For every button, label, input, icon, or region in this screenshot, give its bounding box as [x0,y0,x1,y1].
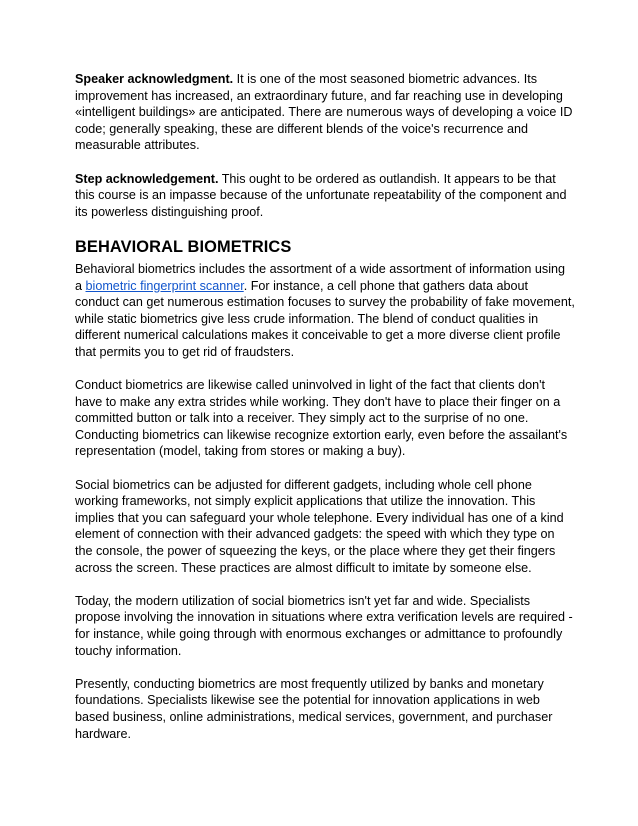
today-paragraph: Today, the modern utilization of social biometrics isn't yet far and wide. Specialists propose involving the innovation in situations where extra verification levels are required - for instance, while going through with enormous exchanges or admittance to profoundly touchy information. [75,593,573,658]
step-body: This ought to be ordered as outlandish. It appears to be that this course is an impasse because of the unfortunate repeatability of the component and its powerless distinguishing proof. [75,171,567,219]
intro-before-link: Behavioral biometrics includes the assortment of a wide assortment of information using a [75,261,565,293]
fingerprint-scanner-link[interactable]: biometric fingerprint scanner [85,278,244,293]
speaker-lead: Speaker acknowledgment. [75,72,234,86]
speaker-paragraph [75,71,575,154]
behavioral-heading: BEHAVIORAL BIOMETRICS [75,237,292,256]
step-paragraph [75,171,575,221]
social-paragraph: Social biometrics can be adjusted for different gadgets, including whole cell phone working frameworks, not simply explicit applications that utilize the innovation. This implies that you can safeguard your whole telephone. Every individual has one of a kind element of connection with their advanced gadgets: the speed with which they type on the console, the power of squeezing the keys, or the place where they get their fingers across the screen. These practices are almost difficult to imitate by someone else. [75,477,564,575]
behavioral-intro-paragraph [75,261,575,361]
speaker-body: It is one of the most seasoned biometric advances. Its improvement has increased, an extraordinary future, and far reaching use in developing «intelligent buildings» are anticipated. There are numerous ways of developing a voice ID code; generally speaking, these are different blends of the voice's recurrence and measurable attributes. [75,72,573,153]
conduct-paragraph: Conduct biometrics are likewise called uninvolved in light of the fact that clients don't have to make any extra strides while working. They don't have to place their finger on a committed button or talk into a receiver. They simply act to the surprise of no one. Conducting biometrics can likewise recognize extortion early, even before the assailant's representation (model, taking from stores or making a buy). [75,378,568,459]
document-page [75,71,575,759]
presently-paragraph: Presently, conducting biometrics are most frequently utilized by banks and monetary foundations. Specialists likewise see the potential for innovation applications in web based business, online administrations, medical services, government, and purchaser hardware. [75,676,553,741]
intro-after-link: . For instance, a cell phone that gathers data about conduct can get numerous estimation focuses to survey the probability of fake movement, while static biometrics give less crude information. The blend of conduct qualities in different numerical calculations makes it conceivable to get a more diverse client profile that permits you to get rid of fraudsters. [75,278,575,359]
step-lead: Step acknowledgement. [75,171,219,186]
